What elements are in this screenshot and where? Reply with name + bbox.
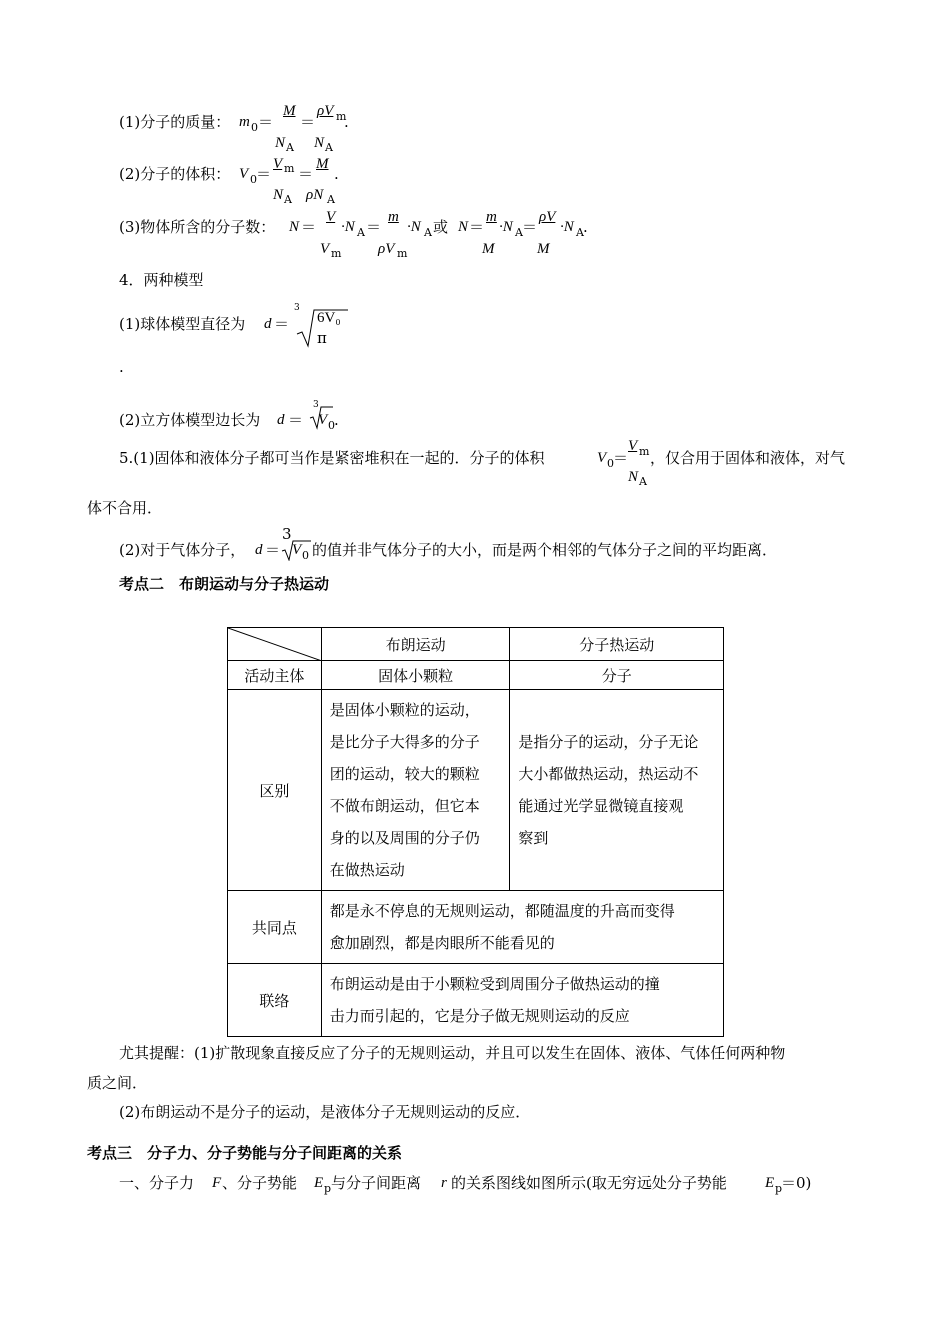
formula-var: d bbox=[264, 316, 272, 332]
formula-eq: ＝ bbox=[300, 113, 316, 131]
cell-line: 大小都做热运动，热运动不 bbox=[518, 765, 699, 783]
formula-var: E bbox=[314, 1175, 324, 1191]
fraction-num: ρV bbox=[317, 103, 334, 119]
tip-text: (2)布朗运动不是分子的运动，是液体分子无规则运动的反应． bbox=[119, 1103, 531, 1121]
note5-text: 体不合用． bbox=[87, 499, 163, 517]
formula-eq: ＝ bbox=[522, 218, 538, 236]
fraction-num: ρV bbox=[539, 209, 556, 225]
root-index: 3 bbox=[294, 303, 300, 313]
fraction-den: N bbox=[273, 187, 284, 203]
cell-line: 愈加剧烈，都是肉眼所不能看见的 bbox=[329, 934, 555, 952]
fraction-num: V bbox=[273, 156, 283, 172]
section-title: 考点二 布朗运动与分子热运动 bbox=[119, 575, 330, 593]
diagonal-header-cell bbox=[228, 628, 322, 661]
cell-line: 察到 bbox=[518, 829, 549, 847]
root-index: 3 bbox=[313, 400, 319, 410]
fraction-den-sub: m bbox=[331, 247, 342, 260]
cell-line: 能通过光学显微镜直接观 bbox=[518, 797, 684, 815]
sphere-dot: . bbox=[119, 358, 124, 376]
cell-line: 团的运动，较大的颗粒 bbox=[329, 765, 480, 783]
fraction-num: V bbox=[326, 209, 336, 225]
diagonal-line bbox=[228, 628, 322, 661]
fraction-den: N bbox=[275, 135, 286, 151]
formula-var: V bbox=[239, 166, 249, 182]
cell-line: 是固体小颗粒的运动， bbox=[329, 701, 480, 719]
formula-label: (1)分子的质量： bbox=[119, 113, 231, 131]
formula-eq: ＝ bbox=[288, 411, 304, 429]
tip-text: 质之间． bbox=[87, 1074, 148, 1092]
cell-line: 在做热运动 bbox=[329, 861, 405, 879]
root-sub: 0 bbox=[328, 419, 335, 432]
root-radicand: V bbox=[292, 542, 302, 558]
fraction-den: N bbox=[314, 135, 325, 151]
fraction-num-sub: m bbox=[284, 162, 295, 175]
cell-line: 是比分子大得多的分子 bbox=[329, 733, 480, 751]
formula-end: . bbox=[583, 218, 588, 236]
formula-dot-sub: A bbox=[576, 226, 584, 239]
note5-text: 的值并非气体分子的大小，而是两个相邻的气体分子之间的平均距离． bbox=[312, 541, 778, 559]
intro-text: 一、分子力 bbox=[119, 1174, 195, 1192]
fraction-num-sub: m bbox=[639, 445, 650, 458]
comparison-table bbox=[227, 627, 724, 1037]
formula-dot: ·N bbox=[341, 219, 355, 235]
sphere-label: (1)球体模型直径为 bbox=[119, 315, 246, 333]
intro-text: ＝0) bbox=[781, 1174, 812, 1192]
formula-dot: ·N bbox=[407, 219, 421, 235]
row-label: 活动主体 bbox=[228, 661, 322, 690]
fraction-den: M bbox=[482, 241, 495, 257]
table-header: 分子热运动 bbox=[510, 628, 724, 661]
fraction-num-sub: m bbox=[336, 110, 347, 123]
intro-text: 与分子间距离 bbox=[331, 1174, 422, 1192]
fraction-den: ρV bbox=[378, 241, 395, 257]
table-row bbox=[228, 891, 724, 964]
fraction-den-sub: A bbox=[327, 193, 335, 206]
formula-dot: ·N bbox=[499, 219, 513, 235]
cell-line: 都是永不停息的无规则运动，都随温度的升高而变得 bbox=[329, 902, 675, 920]
formula-sub: 0 bbox=[607, 457, 614, 470]
root-sub: 0 bbox=[302, 549, 309, 562]
cube-label: (2)立方体模型边长为 bbox=[119, 411, 261, 429]
fraction-den: ρN bbox=[306, 187, 324, 203]
formula-sub: p bbox=[775, 1182, 783, 1195]
formula-end: . bbox=[334, 411, 339, 429]
formula-end: . bbox=[344, 113, 349, 131]
fraction-den-sub: m bbox=[397, 247, 408, 260]
formula-sub: 0 bbox=[251, 121, 258, 134]
cell-line: 不做布朗运动，但它本 bbox=[329, 797, 480, 815]
formula-var: d bbox=[277, 412, 285, 428]
formula-var: V bbox=[597, 450, 607, 466]
section-title: 考点三 分子力、分子势能与分子间距离的关系 bbox=[87, 1144, 403, 1162]
table-cell bbox=[321, 690, 510, 891]
cell-line: 是指分子的运动，分子无论 bbox=[518, 733, 699, 751]
formula-var: m bbox=[239, 114, 250, 130]
fraction-den-sub: A bbox=[639, 475, 647, 488]
fraction-den-sub: A bbox=[286, 141, 294, 154]
cell-line: 布朗运动是由于小颗粒受到周围分子做热运动的撞 bbox=[329, 975, 660, 993]
formula-var: F bbox=[212, 1175, 222, 1191]
table-row bbox=[228, 964, 724, 1037]
formula-var: r bbox=[441, 1175, 447, 1191]
formula-dot: ·N bbox=[560, 219, 574, 235]
table-cell-merged bbox=[321, 891, 723, 964]
row-label: 联络 bbox=[228, 964, 322, 1037]
note5-text: 5.(1)固体和液体分子都可当作是紧密堆积在一起的．分子的体积 bbox=[119, 449, 545, 467]
formula-dot-sub: A bbox=[357, 226, 365, 239]
formula-eq: ＝ bbox=[301, 218, 317, 236]
fraction-den: N bbox=[628, 469, 639, 485]
formula-var: N bbox=[289, 219, 300, 235]
formula-var: E bbox=[765, 1175, 775, 1191]
root-radicand: V bbox=[318, 412, 328, 428]
formula-eq: ＝ bbox=[366, 218, 382, 236]
note5-text: (2)对于气体分子， bbox=[119, 541, 246, 559]
root-den: π bbox=[317, 329, 327, 347]
table-cell: 分子 bbox=[510, 661, 724, 690]
row-label: 共同点 bbox=[228, 891, 322, 964]
fraction-num: V bbox=[628, 438, 638, 454]
formula-sub: 0 bbox=[250, 173, 257, 186]
table-header: 布朗运动 bbox=[321, 628, 510, 661]
tip-text: 尤其提醒：(1)扩散现象直接反应了分子的无规则运动，并且可以发生在固体、液体、气体任何两种物 bbox=[119, 1044, 786, 1062]
intro-text: 、分子势能 bbox=[222, 1174, 298, 1192]
formula-var: d bbox=[255, 542, 263, 558]
formula-eq: ＝ bbox=[258, 113, 274, 131]
table-header-row bbox=[228, 628, 724, 661]
root-index: 3 bbox=[282, 525, 292, 543]
fraction-den-sub: A bbox=[284, 193, 292, 206]
fraction-num: M bbox=[283, 103, 296, 119]
formula-eq: ＝ bbox=[469, 218, 485, 236]
table-cell bbox=[510, 690, 724, 891]
fraction-den: V bbox=[320, 241, 330, 257]
fraction-num: m bbox=[388, 209, 399, 225]
formula-dot-sub: A bbox=[515, 226, 523, 239]
cell-line: 身的以及周围的分子仍 bbox=[329, 829, 480, 847]
formula-dot-sub: A bbox=[424, 226, 432, 239]
formula-eq: ＝ bbox=[274, 315, 290, 333]
formula-eq: ＝ bbox=[613, 449, 629, 467]
table-cell-merged bbox=[321, 964, 723, 1037]
fraction-den-sub: A bbox=[325, 141, 333, 154]
cell-line: 击力而引起的，它是分子做无规则运动的反应 bbox=[329, 1007, 630, 1025]
fraction-num: M bbox=[316, 156, 329, 172]
models-heading: 4．两种模型 bbox=[119, 271, 204, 289]
formula-eq: ＝ bbox=[298, 165, 314, 183]
formula-label: (2)分子的体积： bbox=[119, 165, 231, 183]
fraction-den: M bbox=[537, 241, 550, 257]
intro-text: 的关系图线如图所示(取无穷远处分子势能 bbox=[451, 1174, 727, 1192]
formula-end: . bbox=[334, 165, 339, 183]
formula-eq: ＝ bbox=[265, 541, 281, 559]
table-row bbox=[228, 661, 724, 690]
table-row bbox=[228, 690, 724, 891]
formula-eq: ＝ bbox=[256, 165, 272, 183]
formula-label: (3)物体所含的分子数： bbox=[119, 218, 276, 236]
note5-text: ，仅合用于固体和液体，对气 bbox=[650, 449, 846, 467]
row-label: 区别 bbox=[228, 690, 322, 891]
formula-or: 或 bbox=[433, 218, 449, 236]
table-cell: 固体小颗粒 bbox=[321, 661, 510, 690]
root-num: 6V₀ bbox=[317, 310, 341, 326]
fraction-num: m bbox=[486, 209, 497, 225]
formula-sub: p bbox=[324, 1182, 332, 1195]
formula-var: N bbox=[458, 219, 469, 235]
